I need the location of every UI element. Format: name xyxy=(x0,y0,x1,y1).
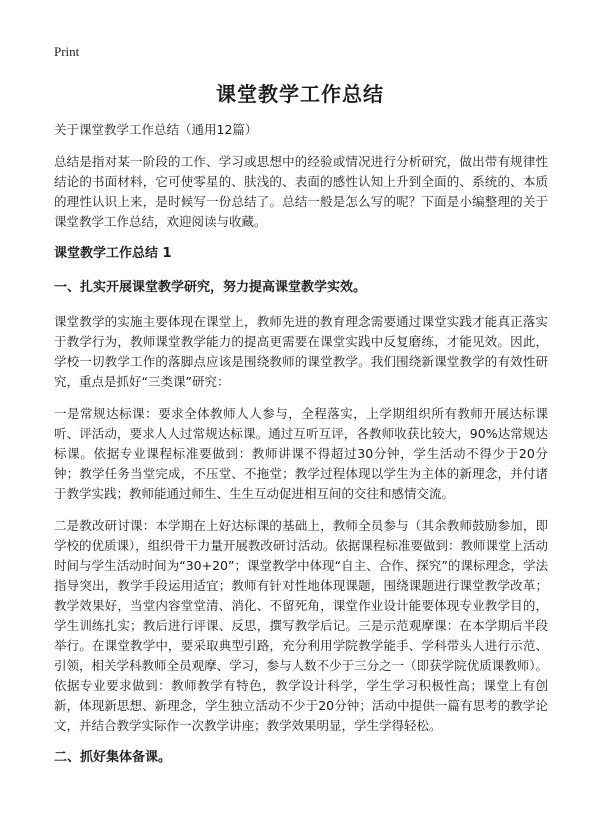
print-link[interactable]: Print xyxy=(54,44,80,59)
body-paragraph-1: 课堂教学的实施主要体现在课堂上，教师先进的教育理念需要通过课堂实践才能真正落实于教学行为，教师课堂教学能力的提高更需要在课堂实践中反复磨练，才能见效。因此，学校一切教学工作的落脚点应该是围绕教师的课堂教学。我们围绕新课堂教学的有效性研究，重点是抓好“三类课”研究： xyxy=(54,314,548,389)
body-paragraph-3: 二是教改研讨课：本学期在上好达标课的基础上，教师全员参与（其余教师鼓励参加，即学校的优质课），组织骨干力量开展教改研讨活动。依据课程标准要做到：教师课堂上活动时间与学生活动时间为“30+20”；课堂教学中体现“自主、合作、探究”的课标理念，学法指导突出，教学手段运用适宜；教师有针对性地体现课题，围绕课题进行课堂教学改革；教学效果好，当堂内容堂堂清、消化、不留死角，课堂作业设计能要体现专业教学目的，学生训练扎实；教后进行评课、反思，撰写教学后记。三是示范观摩课：在本学期后半段举行。在课堂教学中，要采取典型引路，充分利用学院教学能手、学科带头人进行示范、引领，相关学科教师全员观摩、学习，参与人数不少于三分之一（即获学院优质课教师）。依据专业要求做到：教师教学有特色，教学设计科学，学生学习积极性高；课堂上有创新，体现新思想、新理念，学生独立活动不少于20分钟；活动中提供一篇有思考的教学论文，并结合教学实际作一次教学讲座；教学效果明显，学生学得轻松。 xyxy=(54,518,548,733)
point-heading-1: 一、扎实开展课堂教学研究，努力提高课堂教学实效。 xyxy=(54,280,367,295)
section-heading: 课堂教学工作总结 1 xyxy=(54,246,172,261)
page-title: 课堂教学工作总结 xyxy=(216,82,384,106)
intro-paragraph: 总结是指对某一阶段的工作、学习或思想中的经验或情况进行分析研究，做出带有规律性结论的书面材料，它可使零星的、肤浅的、表面的感性认知上升到全面的、系统的、本质的理性认识上来，是时候写一份总结了。总结一般是怎么写的呢？下面是小编整理的关于课堂教学工作总结，欢迎阅读与收藏。 xyxy=(54,154,548,229)
body-paragraph-2: 一是常规达标课：要求全体教师人人参与，全程落实，上学期组织所有教师开展达标课听、评活动，要求人人过常规达标课。通过互听互评，各教师收获比较大，90%达常规达标课。依据专业课程标准要做到：教师讲课不得超过30分钟，学生活动不得少于20分钟；教学任务当堂完成，不压堂、不拖堂；教学过程体现以学生为主体的新理念，并付诸于教学实践；教师能通过师生、生生互动促进相互间的交往和感情交流。 xyxy=(54,406,548,501)
article-body xyxy=(54,120,548,782)
article-subtitle: 关于课堂教学工作总结（通用12篇） xyxy=(54,122,258,137)
point-heading-2: 二、抓好集体备课。 xyxy=(54,750,172,765)
